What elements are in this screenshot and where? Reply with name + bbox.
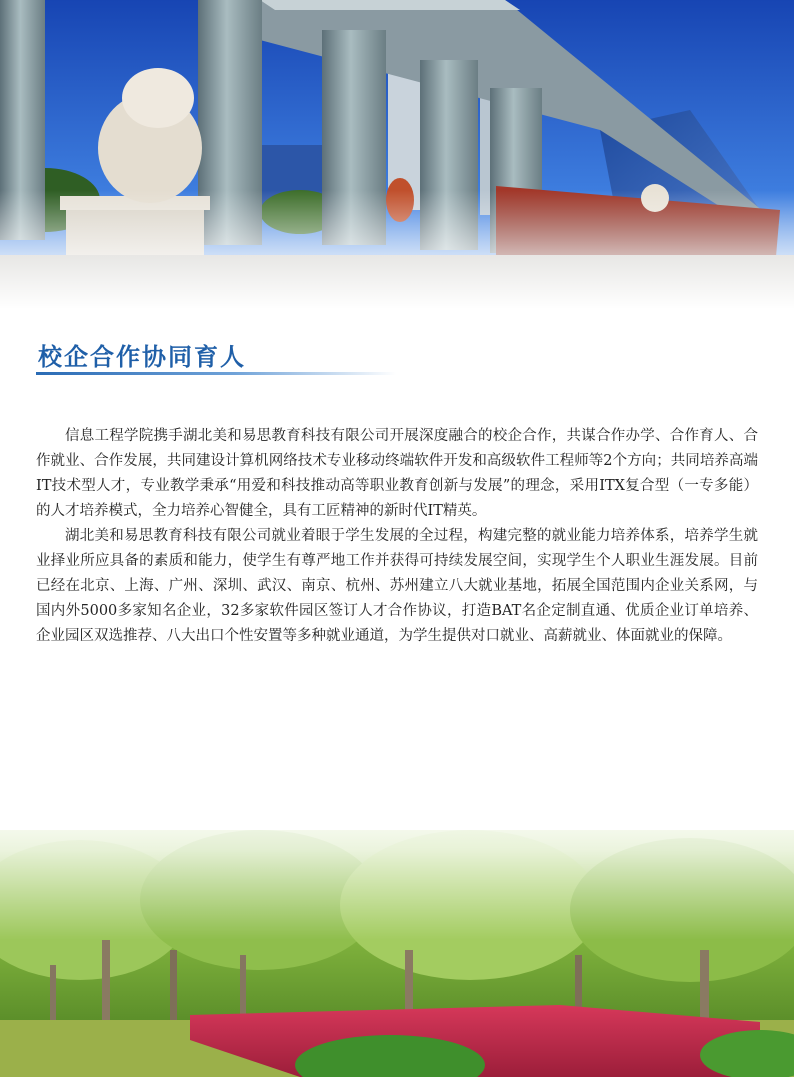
article-paragraph: 湖北美和易思教育科技有限公司就业着眼于学生发展的全过程，构建完整的就业能力培养体系，培养学生就业择业所应具备的素质和能力，使学生有尊严地工作并获得可持续发展空间，实现学生个人职业生涯发展。目前已经在北京、上海、广州、深圳、武汉、南京、杭州、苏州建立八大就业基地，拓展全国范围内企业关系网，与国内外5000多家知名企业，32多家软件园区签订人才合作协议，打造BAT名企定制直通、优质企业订单培养、企业园区双选推荐、八大出口个性安置等多种就业通道，为学生提供对口就业、高薪就业、体面就业的保障。 <box>36 528 758 644</box>
campus-trees-image <box>0 790 794 1077</box>
article-paragraph: 信息工程学院携手湖北美和易思教育科技有限公司开展深度融合的校企合作，共谋合作办学、合作育人、合作就业、合作发展，共同建设计算机网络技术专业移动终端软件开发和高级软件工程师等2个方向；共同培养高端IT技术型人才，专业教学秉承“用爱和科技推动高等职业教育创新与发展”的理念，采用ITX复合型（一专多能）的人才培养模式，全力培养心智健全，具有工匠精神的新时代IT精英。 <box>36 428 758 519</box>
hero-image <box>0 0 794 330</box>
article-body <box>36 424 758 649</box>
hero-fade-overlay <box>0 190 794 330</box>
trees-fade-overlay <box>0 790 794 940</box>
page-title: 校企合作协同育人 <box>38 343 246 371</box>
title-underline <box>36 372 396 375</box>
